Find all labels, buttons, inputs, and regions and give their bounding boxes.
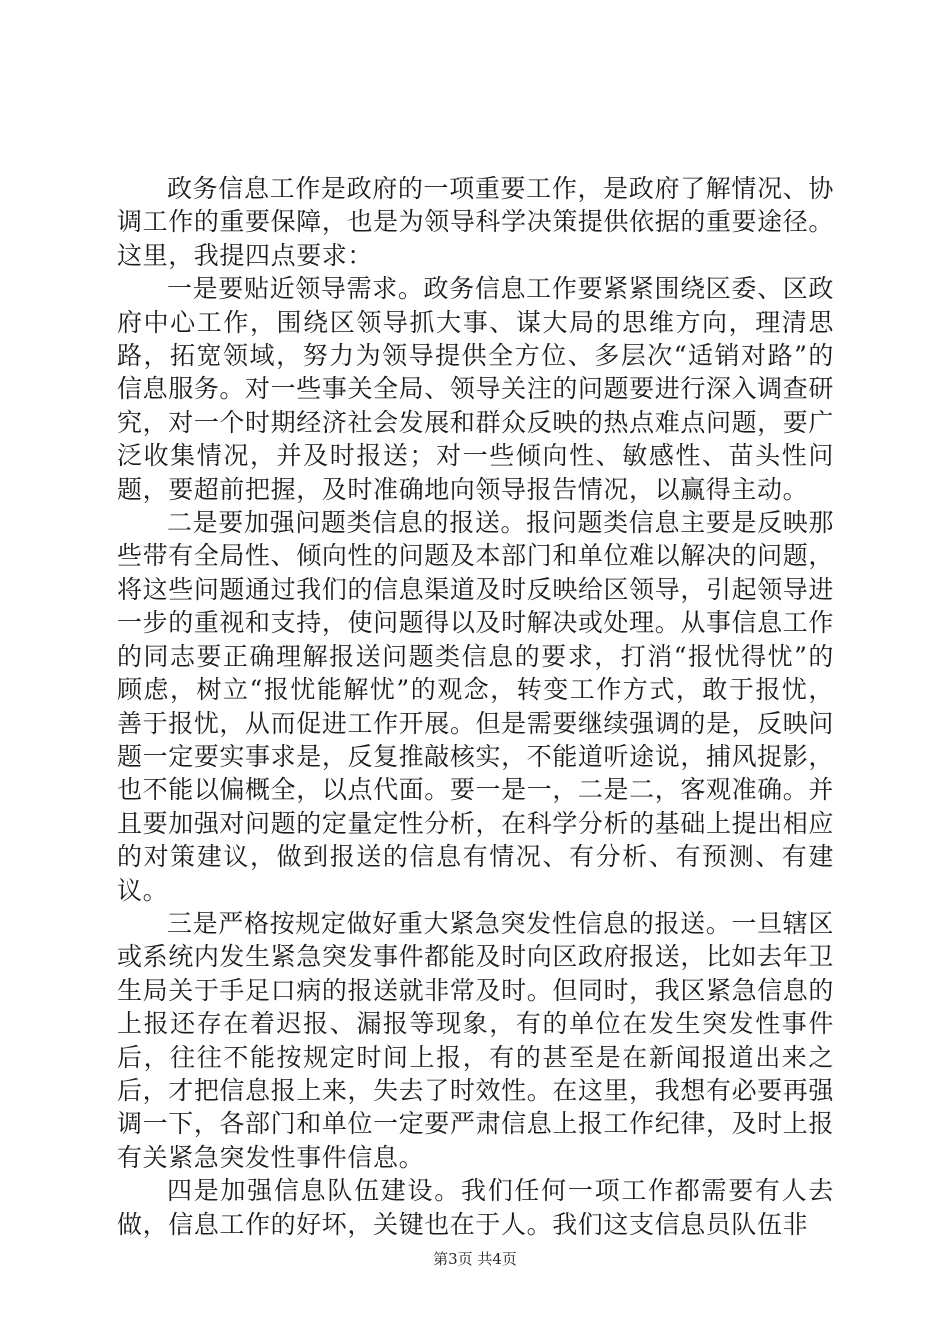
- paragraph-point-3: 三是严格按规定做好重大紧急突发性信息的报送。一旦辖区或系统内发生紧急突发事件都能及时向区政府报送，比如去年卫生局关于手足口病的报送就非常及时。但同时，我区紧急信息的上报还存在着迟报、漏报等现象，有的单位在发生突发性事件后，往往不能按规定时间上报，有的甚至是在新闻报道出来之后，才把信息报上来，失去了时效性。在这里，我想有必要再强调一下，各部门和单位一定要严肃信息上报工作纪律，及时上报有关紧急突发性事件信息。: [117, 908, 834, 1172]
- page-footer: 第3页 共4页: [433, 1250, 517, 1268]
- paragraph-intro: 政务信息工作是政府的一项重要工作，是政府了解情况、协调工作的重要保障，也是为领导科学决策提供依据的重要途径。这里，我提四点要求：: [117, 174, 834, 270]
- document-body: [117, 172, 834, 1241]
- paragraph-point-2: 二是要加强问题类信息的报送。报问题类信息主要是反映那些带有全局性、倾向性的问题及本部门和单位难以解决的问题，将这些问题通过我们的信息渠道及时反映给区领导，引起领导进一步的重视和支持，使问题得以及时解决或处理。从事信息工作的同志要正确理解报送问题类信息的要求，打消“报忧得忧”的顾虑，树立“报忧能解忧”的观念，转变工作方式，敢于报忧，善于报忧，从而促进工作开展。但是需要继续强调的是，反映问题一定要实事求是，反复推敲核实，不能道听途说，捕风捉影，也不能以偏概全，以点代面。要一是一，二是二，客观准确。并且要加强对问题的定量定性分析，在科学分析的基础上提出相应的对策建议，做到报送的信息有情况、有分析、有预测、有建议。: [117, 508, 834, 905]
- paragraph-point-1: 一是要贴近领导需求。政务信息工作要紧紧围绕区委、区政府中心工作，围绕区领导抓大事、谋大局的思维方向，理清思路，拓宽领域，努力为领导提供全方位、多层次“适销对路”的信息服务。对一些事关全局、领导关注的问题要进行深入调查研究，对一个时期经济社会发展和群众反映的热点难点问题，要广泛收集情况，并及时报送；对一些倾向性、敏感性、苗头性问题，要超前把握，及时准确地向领导报告情况，以赢得主动。: [117, 274, 834, 504]
- paragraph-point-4: 四是加强信息队伍建设。我们任何一项工作都需要有人去做，信息工作的好坏，关键也在于人。我们这支信息员队伍非: [117, 1176, 834, 1239]
